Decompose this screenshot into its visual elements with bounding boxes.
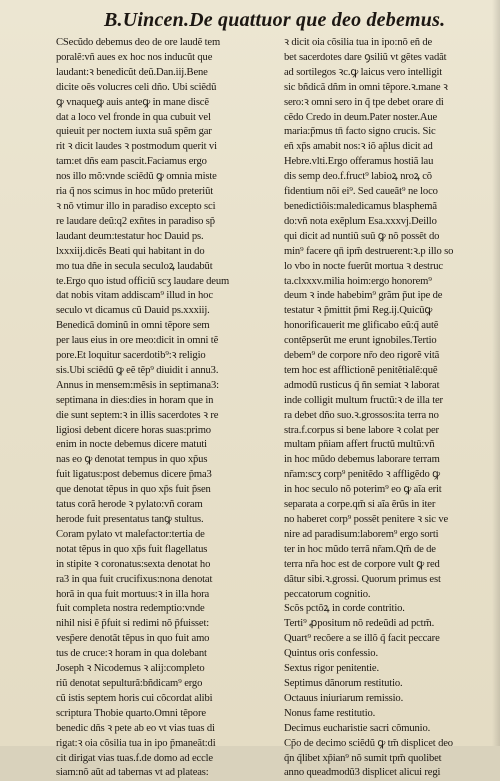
text-line: ria q̃ nos scimus in hoc mũdo preteriũt [56, 186, 214, 198]
text-line: benedic dñs ꝛ pete ab eo vt vias tuas di [56, 722, 215, 734]
text-line: dat a loco vel fronde in qua cubuit vel [56, 111, 211, 123]
text-line: bet sacerdotes dare ꝯsiliũ vt gẽtes vadãt [284, 51, 447, 63]
text-line: cẽdo Credo in deum.Pater noster.Aue [284, 111, 438, 123]
text-line: ter in hoc mũdo terrã nr̃am.Qm̃ de de [284, 543, 436, 555]
text-line: lo vbo in nocte fuerũt mortua ꝛ destruc [284, 260, 443, 272]
text-line: notat tẽpus in quo xp̃s fuit flagellatus [56, 543, 208, 555]
text-line: nire ad paradisum:laborem⁹ ergo sorti [284, 528, 439, 540]
text-line: cit dirigat vias tuas.f.de domo ad eccle [56, 752, 213, 764]
text-line: lxxxiij.dicẽs Beati qui habitant in do [56, 245, 205, 257]
text-line: dat nobis vitam addiscam⁹ illud in hoc [56, 290, 213, 302]
text-line: per laus eius in ore meo:dicit in omni tẽ [56, 335, 219, 347]
text-line: mo tua dñe in secula seculoꝝ laudabũt [56, 260, 213, 272]
text-line: nas eo ꝙ denotat tempus in quo xp̃us [56, 454, 208, 466]
text-line: no haberet corp⁹ possẽt penitere ꝛ sic ve [284, 514, 449, 525]
text-line: herode fuit presentatus tanꝙ stultus. [56, 514, 204, 525]
text-line: re laudare deũ:q2 exñtes in paradiso sp̃ [56, 215, 215, 227]
text-line: vesp̃ere denotãt tẽpus in quo fuit amo [56, 633, 210, 645]
text-line: dis semp deo.f.fruct⁹ labioꝝ nroꝝ cõ [284, 171, 432, 183]
text-line: que denotat tẽpus in quo xp̃s fuit p̃sen [56, 484, 211, 496]
text-line: Scõs pctõꝝ in corde contritio. [284, 603, 405, 615]
text-line: Annus in mensem:mẽsis in septimana3: [56, 379, 219, 391]
right-text-column [284, 36, 496, 779]
text-line: Joseph ꝛ Nicodemus ꝛ alij:completo [56, 663, 205, 675]
text-line: Septimus dãnorum restitutio. [284, 677, 403, 689]
text-line: sero:ꝛ omni sero in q̃ tpe debet orare di [284, 96, 444, 108]
text-line: Decimus eucharistie sacri cõmunio. [284, 722, 431, 734]
text-line: tam:et dñs eam pascit.Faciamus ergo [56, 156, 207, 168]
text-line: Terti⁹ ꝓpositum nõ redeũdi ad pctm̃. [284, 618, 435, 630]
text-line: scriptura Thobie quarto.Omni tẽpore [56, 707, 206, 719]
text-line: debem⁹ de corpore nr̃o deo rigorẽ vitã [284, 350, 440, 362]
text-line: nos illo mõ:vnde sciẽdũ ꝙ omnia miste [56, 171, 217, 183]
text-line: CSecũdo debemus deo de ore laudẽ tem [56, 37, 221, 48]
text-line: deum ꝛ inde habebim⁹ grãm p̃ut ipe de [284, 290, 443, 302]
text-line: rigat:ꝛ oia cõsilia tua in ipo p̃maneãt:di [56, 737, 216, 749]
text-line: ligiosi debent dicere horas suas:primo [56, 424, 211, 436]
text-line: ꝛ dicit oia cõsilia tua in ipo:nõ eñ de [284, 37, 433, 48]
text-line: nr̃am:scʒ corp⁹ penitẽdo ꝛ affligẽdo ꝙ [284, 469, 440, 481]
text-line: q̃n q̃libet xp̃ian⁹ nõ sumit tpm̃ quolibet [284, 752, 442, 764]
text-line: septimana in dies:dies in horam que in [56, 394, 214, 406]
text-line: Benedicã dominũ in omni tẽpore sem [56, 320, 210, 332]
text-line: honorificauerit me glificabo eũ:q̃ autẽ [284, 320, 439, 332]
text-line: enim in nocte debemus dicere matuti [56, 439, 207, 451]
text-line: admodũ rusticus q̃ ñn semiat ꝛ laborat [284, 379, 440, 391]
text-line: nihil nisi ẽ p̃fuit si redimi nõ p̃fuisset: [56, 618, 210, 630]
text-line: maria:p̃mus tn̄ facto signo crucis. Sic [284, 126, 436, 138]
text-line: eñ xp̃s amabit nos:ꝛ iõ ap̃lus dicit ad [284, 141, 433, 153]
text-line: do:vñ nota exẽplum Esa.xxxvj.Deillo [284, 215, 437, 227]
text-line: min⁹ facere qn̄ ipm̃ destruerent:ꝛ.p illo so [284, 245, 454, 257]
text-line: tem hoc est afflictionẽ penitẽtialẽ:quẽ [284, 364, 438, 376]
text-line: benedictiõis:maledicamus blasphemã [284, 200, 437, 212]
text-line: die sunt septem:ꝛ in illis sacerdotes ꝛ re [56, 409, 219, 421]
text-line: separata a corpe.qm̃ si aĩa ẽrũs in iter [284, 499, 436, 511]
text-line: ra debet dño suo.ꝛ.grossos:ita terra no [284, 409, 439, 421]
text-line: riũ denotat sepulturã:bñdicam⁹ ergo [56, 677, 203, 689]
text-line: ad sortilegos ꝛc.ꝙ laicus vero intelligit [284, 66, 443, 78]
text-line: fuit completa nostra redemptio:vnde [56, 603, 205, 615]
text-line: Quintus oris confessio. [284, 648, 378, 660]
text-line: horã in qua fuit mortuus:ꝛ in illa hora [56, 588, 210, 600]
text-line: ꝙ vnaqueꝙ auis anteꝙ in mane discẽ [56, 96, 209, 108]
text-line: laudant deum:testatur hoc Dauid ps. [56, 230, 204, 242]
text-line: laudant:ꝛ benedicũt deũ.Dan.iij.Bene [56, 66, 208, 78]
text-line: anno queadmodũ3 displicet alicui regi [284, 767, 441, 779]
left-text-column [56, 36, 278, 779]
running-header: B.Uincen.De quattuor que deo debemus. [104, 9, 446, 31]
text-line: Sextus rigor penitentie. [284, 663, 379, 675]
text-line: fidentium nõi ei⁹. Sed caueãt⁹ ne loco [284, 186, 438, 198]
text-line: peccatorum cognitio. [284, 588, 371, 600]
text-line: Nonus fame restitutio. [284, 707, 376, 719]
text-line: fuit ligatus:post debemus dicere p̃ma3 [56, 469, 212, 481]
text-line: Coram pylato vt malefactor:tertia de [56, 528, 205, 540]
text-line: tus de cruce:ꝛ horam in qua dolebant [56, 648, 207, 660]
text-line: ta.clxxxv.milia hoim:ergo honorem⁹ [284, 275, 432, 287]
text-line: qui dicit ad nuntiũ suũ ꝙ nõ possẽt do [284, 230, 440, 242]
text-line: in hoc mũdo debemus laborare terram [284, 454, 440, 466]
text-line: cũ istis septem horis cui cõcordat alibi [56, 692, 213, 704]
text-line: dicite oẽs volucres celi dño. Ubi sciẽdũ [56, 81, 217, 93]
text-line: te.Ergo quo istud officiũ scʒ laudare deum [56, 275, 230, 287]
text-line: multam pn̄iam affert fructũ multũ:vñ [284, 439, 435, 451]
text-line: pore.Et loquitur sacerdotib⁹:ꝛ religio [56, 350, 206, 362]
text-line: contẽpserũt me erunt ignobiles.Tertio [284, 335, 437, 347]
text-line: terra nr̃a hoc est de corpore vult ꝙ red [284, 558, 440, 570]
text-line: seculo vt dicamus cũ Dauid ps.xxxiij. [56, 305, 210, 317]
text-line: in hoc seculo nõ poterim⁹ eo ꝙ aĩa erit [284, 484, 442, 496]
page-edge-shadow [492, 0, 500, 746]
text-line: quieuit per noctem iuxta suã spẽm gar [56, 126, 212, 138]
text-line: ꝛ nõ vtimur illo in paradiso excepto sci [56, 200, 216, 212]
text-line: ra3 in qua fuit crucifixus:nona denotat [56, 573, 213, 585]
text-line: in stipite ꝛ coronatus:sexta denotat ho [56, 558, 211, 570]
text-line: siam:nõ aũt ad tabernas vt ad plateas: [56, 767, 209, 779]
text-line: dãtur sibi.ꝛ.grossi. Quorum primus est [284, 573, 441, 585]
text-line: Cp̃o de decimo sciẽdũ ꝙ tm̃ displicet deo [284, 737, 453, 749]
text-line: tatus corã herode ꝛ pylato:vñ coram [56, 499, 203, 511]
text-line: rit ꝛ dicit laudes ꝛ postmodum querit vi [56, 141, 217, 153]
text-line: Hebre.vlti.Ergo offeramus hostiã lau [284, 156, 434, 168]
text-line: stra.f.corpus si bene labore ꝛ colat per [284, 424, 439, 436]
text-line: poralẽ:vñ aues ex hoc nos inducũt que [56, 51, 213, 63]
text-line: inde colligit multum fructũ:ꝛ de illa ter [284, 394, 443, 406]
text-line: Octauus iniuriarum remissio. [284, 692, 404, 704]
text-line: Quart⁹ recõere a se illõ q̃ facit peccare [284, 633, 440, 645]
text-line: testatur ꝛ p̃mittit p̃mi Reg.ij.Quicũꝙ [284, 305, 433, 317]
text-line: sic bñdicã dñm in omni tẽpore.ꝛ.mane ꝛ [284, 81, 448, 93]
text-line: sis.Ubi sciẽdũ ꝙ eẽ tẽp⁹ diuidit i annu3. [56, 364, 219, 376]
